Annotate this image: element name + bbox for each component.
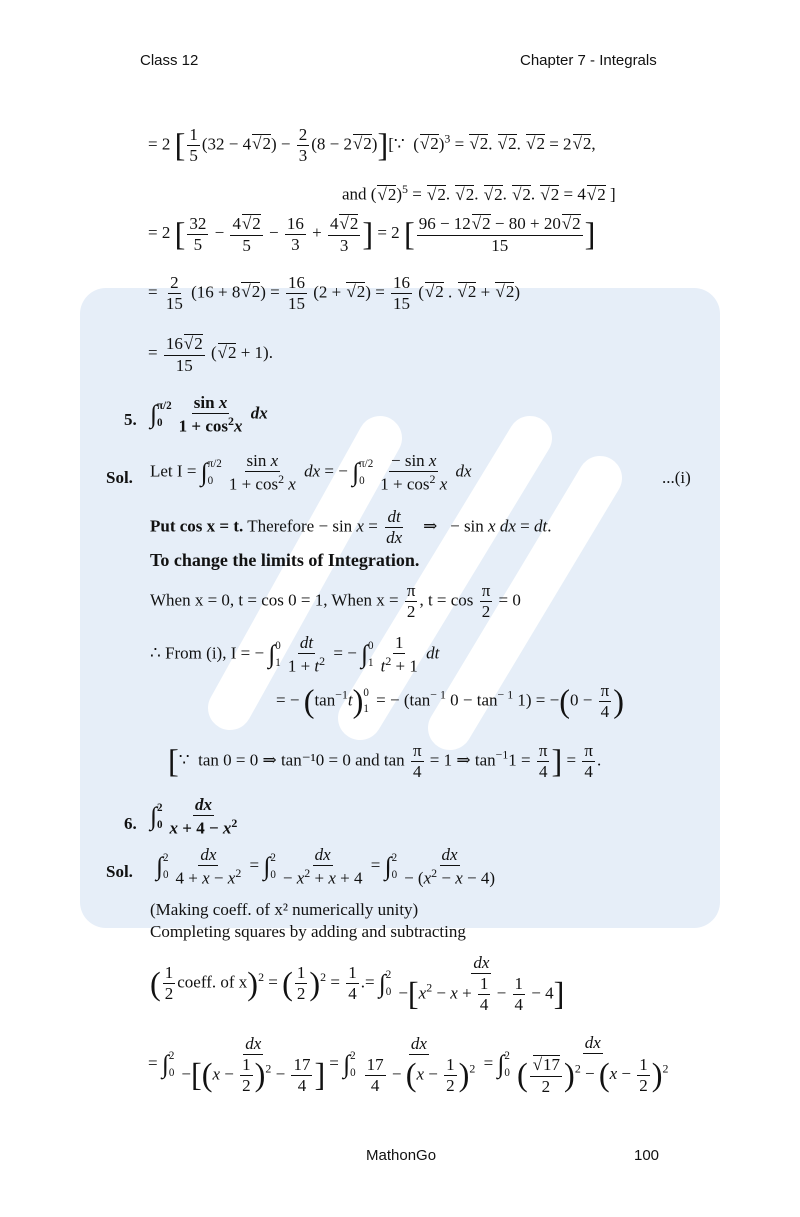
sol6-line-1: ∫ 2 0 $\frac{dx}{4 + x - x^2}$ = ∫ 2 0 $\frac{dx}{- x^2 + x + 4}$ = ∫ 2 0 $\frac{dx}{- (x^2 - x - 4)}$	[156, 845, 495, 888]
sol-label-5: Sol.	[106, 468, 133, 487]
problem-5-number: 5.	[124, 410, 137, 429]
sol6-line-3: = ∫ 2 0 dx −[(x − $\frac{1}{2}$ )$^2$ − $\frac{17}{4}$ ] = ∫ 2 0 dx $\frac{17}{4}$ − (x − $\frac{1}{2}$ )$^2$ = ∫ 2 0 dx ( √ $\frac{17}{2}$ )$^2$ − (x − $\frac{1}{2}$ )$^2$	[148, 1034, 672, 1095]
coeff-of-x-text: coeff. of x	[177, 972, 248, 992]
eq-zero-text: = 0	[498, 590, 521, 610]
math-line-4: = $\frac{2}{15}$ (16 + 8√ 2) = $\frac{16}{15}$ (2 + √ 2) = $\frac{16}{15}$ (√ 2 . √ 2 + √ 2)	[148, 274, 520, 313]
tan-note-text: tan 0 = 0 ⇒ tan⁻¹0 = 0 and tan	[198, 750, 405, 770]
when-text: When x = 0, t = cos 0 = 1, When x =	[150, 590, 399, 610]
header-chapter: Chapter 7 - Integrals	[520, 52, 657, 69]
header-class: Class 12	[140, 52, 199, 69]
footer-brand: MathonGo	[366, 1147, 437, 1164]
sol5-line-1: Let I = ∫ π/2 0 $\frac{\text{sin x}}{1 + \cos^2 x}$ dx = − ∫ π/2 0 $\frac{\text{− sin x}}{1 + \cos^2 x}$ dx	[150, 451, 472, 494]
math-line-5: = $\frac{16√ 2}{15}$ (√ 2 + 1).	[148, 334, 273, 375]
sol5-line-4: ∴ From (i), I = − ∫ 0 1 $\frac{dt}{1 + t^2}$ = − ∫ 0 1 $\frac{1}{t^2 + 1}$ dt	[150, 633, 440, 676]
sol5-line-6: [∵ tan 0 = 0 ⇒ tan⁻¹0 = 0 and tan $\frac{\pi}{4}$ = 1 ⇒ $\tan^{-1}1$ = $\frac{\pi}{4}$ ] = $\frac{\pi}{4}$ .	[168, 741, 602, 781]
put-cos-text: Put cos x = t.	[150, 516, 244, 536]
sol5-line-2: Put cos x = t. Therefore − sin x = $\frac{dt}{dx}$ ⇒ − sin x dx = dt.	[150, 507, 552, 547]
completing-squares-note: Completing squares by adding and subtracting	[150, 922, 466, 941]
problem-6-statement: ∫ 2 0 $\frac{dx}{x + 4 - x^2}$	[150, 795, 238, 838]
sol6-line-2: ( $\frac{1}{2}$ coeff. of x)$^2$ = ( $\frac{1}{2}$ )$^2$ = $\frac{1}{4}$ .= ∫ 2 0 dx $-[x^2 - x$ + $\frac{1}{4}$ − $\frac{1}{4}$ − 4]	[150, 953, 565, 1014]
and-word: and	[342, 184, 367, 204]
from-i-text: ∴ From (i), I = −	[150, 643, 265, 663]
let-i-text: Let I =	[150, 461, 197, 481]
problem-6-number: 6.	[124, 814, 137, 833]
problem-5-statement: ∫ π/2 0 $\frac{\text{sin x}}{1 + \cos^2x}$ dx	[150, 393, 268, 436]
sol5-line-3: When x = 0, t = cos 0 = 1, When x = $\frac{\pi}{2}$ , t = cos $\frac{\pi}{2}$ = 0	[150, 581, 521, 621]
t-cos-text: , t = cos	[419, 590, 474, 610]
change-limits-heading: To change the limits of Integration.	[150, 550, 420, 570]
page-number: 100	[634, 1147, 660, 1164]
sol5-line-5: = − $(\tan^{-1}t)$ 0 1 = − ($\tan^{- 1}$ $0 - \tan^{- 1} 1) = -(0$ − $\frac{\pi}{4}$ )	[276, 681, 624, 721]
math-line-1: = 2 [ $\frac{1}{5}$ (32 − 4√ 2) − $\frac{2}{3}$ (8 − 2√ 2)][∵ (√ 2)$^3$ = √ 2. √ 2. √ 2 = 2√ 2,	[148, 126, 596, 165]
therefore-text: Therefore	[247, 516, 315, 536]
making-coeff-note: (Making coeff. of x² numerically unity)	[150, 900, 419, 919]
math-line-3: = 2 [ $\frac{32}{5}$ − $\frac{4√ 2}{5}$ − $\frac{16}{3}$ + $\frac{4√ 2}{3}$ ] = 2 [ $\frac{96 - 12√ 2 - 80 + 20√ 2}{15}$ ]	[148, 214, 595, 255]
sol-label-6: Sol.	[106, 862, 133, 881]
equation-tag-i: ...(i)	[662, 468, 691, 487]
math-line-2: and (√ 2)$^5$ = √ 2. √ 2. √ 2. √ 2. √ 2 = 4√ 2 ]	[342, 182, 616, 205]
